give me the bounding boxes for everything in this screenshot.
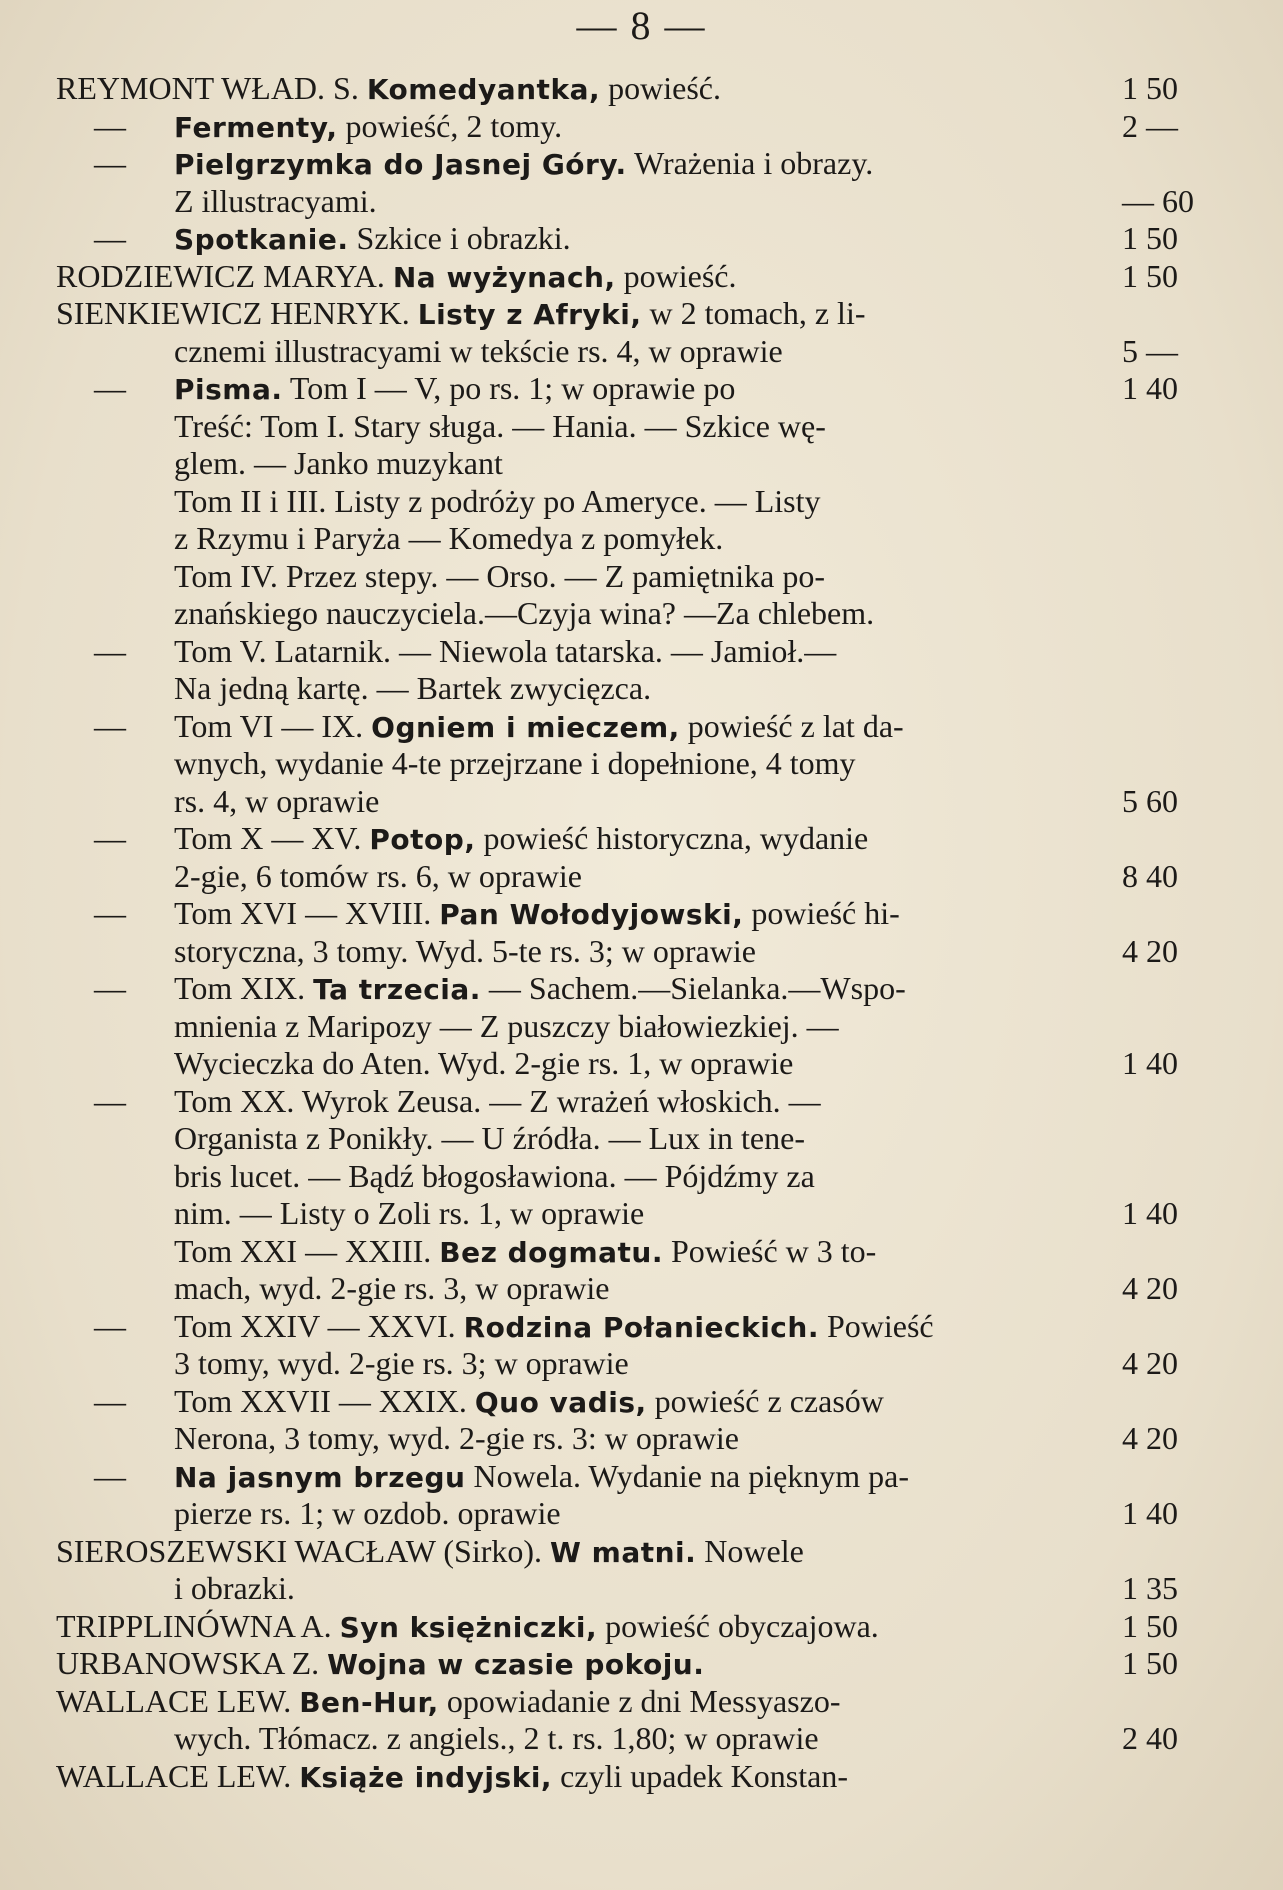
line-segment: RODZIEWICZ MARYA.: [56, 257, 393, 294]
line-text: [174, 1345, 629, 1381]
line-segment: URBANOWSKA Z.: [56, 1645, 328, 1681]
catalog-line: [52, 1420, 1212, 1458]
catalog-line: [52, 1270, 1212, 1308]
price: 1 50: [1122, 220, 1178, 256]
ditto-dash: —: [94, 895, 126, 931]
line-segment: glem. — Janko muzykant: [174, 445, 503, 481]
catalog-line: [52, 895, 1212, 933]
ditto-dash: —: [94, 1382, 126, 1419]
line-segment: Tom IV. Przez stepy. — Orso. — Z pamiętnika po-: [174, 557, 825, 594]
line-text: [56, 295, 865, 331]
book-title: Ben-Hur,: [299, 1685, 439, 1719]
catalog-line: [52, 1533, 1212, 1571]
catalog-line: [52, 933, 1212, 971]
price: 4 20: [1122, 1270, 1178, 1306]
line-text: [56, 1645, 704, 1681]
price: 5 —: [1122, 332, 1178, 369]
book-title: Pielgrzymka do Jasnej Góry.: [174, 148, 627, 181]
catalog-line: [52, 858, 1212, 896]
line-segment: Na jedną kartę. — Bartek zwycięzca.: [174, 670, 652, 706]
catalog-line: [52, 558, 1212, 596]
catalog-line: [52, 1233, 1212, 1271]
book-title: Pisma.: [174, 373, 283, 406]
catalog-line: [52, 445, 1212, 483]
line-segment: Nowele: [696, 1532, 804, 1569]
line-segment: Tom XX. Wyrok Zeusa. — Z wrażeń włoskich. —: [174, 1082, 821, 1119]
catalog-line: [52, 1683, 1212, 1721]
book-title: Na jasnym brzegu: [174, 1460, 466, 1494]
line-text: [174, 595, 874, 631]
line-text: [174, 1458, 909, 1494]
line-text: [56, 1683, 840, 1719]
catalog-line: [52, 1608, 1212, 1646]
line-text: [174, 1083, 821, 1119]
line-text: [56, 1608, 879, 1644]
line-segment: Tom XVI — XVIII.: [174, 895, 440, 931]
line-segment: rs. 4, w oprawie: [174, 782, 380, 819]
catalog-line: [52, 1308, 1212, 1346]
line-segment: powieść z lat da-: [679, 707, 904, 744]
book-title: W matni.: [550, 1535, 697, 1569]
line-segment: Organista z Ponikły. — U źródła. — Lux in tene-: [174, 1120, 805, 1156]
line-segment: Nowela. Wydanie na pięknym pa-: [465, 1457, 910, 1494]
line-text: [174, 783, 379, 819]
catalog-line: [52, 183, 1212, 221]
catalog-line: [52, 1120, 1212, 1158]
line-segment: Powieść: [818, 1307, 934, 1344]
catalog-line: [52, 1345, 1212, 1383]
line-text: [174, 333, 783, 369]
line-segment: Tom XXVII — XXIX.: [174, 1382, 475, 1419]
line-text: [56, 258, 736, 294]
book-listing: [52, 70, 1212, 1795]
catalog-line: [52, 483, 1212, 521]
line-text: [174, 183, 377, 219]
price: 1 35: [1122, 1570, 1178, 1606]
catalog-line: [52, 1383, 1212, 1421]
line-segment: Tom II i III. Listy z podróży po Ameryce. — Listy: [174, 482, 821, 519]
price: 8 40: [1122, 857, 1178, 894]
price: 1 40: [1122, 1045, 1178, 1081]
line-text: [174, 933, 756, 969]
book-title: Ogniem i mieczem,: [371, 710, 680, 744]
line-segment: powieść z czasów: [646, 1382, 884, 1419]
line-text: [174, 858, 582, 894]
line-text: [56, 1533, 804, 1569]
line-segment: WALLACE LEW.: [56, 1682, 300, 1719]
ditto-dash: —: [94, 820, 126, 856]
catalog-line: [52, 145, 1212, 183]
line-text: [174, 408, 826, 444]
book-title: Pan Wołodyjowski,: [439, 898, 744, 931]
line-text: [174, 1383, 884, 1419]
line-segment: Tom XIX.: [174, 970, 314, 1006]
line-text: [174, 445, 503, 481]
line-text: [174, 1008, 839, 1044]
line-segment: storyczna, 3 tomy. Wyd. 5-te rs. 3; w oprawie: [174, 932, 756, 969]
line-text: [174, 1495, 561, 1531]
line-text: [56, 1758, 848, 1794]
book-title: Spotkanie.: [174, 223, 349, 256]
line-segment: Tom V. Latarnik. — Niewola tatarska. — Jamioł.—: [174, 632, 837, 669]
line-segment: Szkice i obrazki.: [348, 220, 571, 256]
line-text: [174, 1045, 793, 1081]
book-title: Książe indyjski,: [299, 1760, 553, 1794]
price: 2 40: [1122, 1720, 1178, 1756]
line-segment: SIENKIEWICZ HENRYK.: [56, 295, 418, 331]
catalog-line: [52, 708, 1212, 746]
price: 5 60: [1122, 782, 1178, 819]
line-text: [174, 820, 868, 856]
line-text: [174, 108, 562, 144]
catalog-line: [52, 1758, 1212, 1796]
line-segment: Tom XXI — XXIII.: [174, 1232, 440, 1269]
line-segment: w 2 tomach, z li-: [641, 295, 866, 331]
catalog-line: [52, 1083, 1212, 1121]
line-text: [174, 1720, 819, 1756]
ditto-dash: —: [94, 632, 126, 669]
price: 4 20: [1122, 1420, 1178, 1456]
line-text: [174, 520, 723, 556]
price: 1 40: [1122, 370, 1178, 406]
line-segment: Treść: Tom I. Stary sługa. — Hania. — Szkice wę-: [174, 407, 826, 444]
price: 1 50: [1122, 1607, 1178, 1644]
price: 2 —: [1122, 107, 1178, 144]
line-segment: czyli upadek Konstan-: [552, 1757, 848, 1794]
price: 1 50: [1122, 257, 1178, 294]
catalog-line: [52, 1570, 1212, 1608]
catalog-line: [52, 670, 1212, 708]
catalog-line: [52, 1045, 1212, 1083]
catalog-line: [52, 70, 1212, 108]
catalog-line: [52, 108, 1212, 146]
catalog-line: [52, 1720, 1212, 1758]
ditto-dash: —: [94, 1082, 126, 1119]
line-segment: znańskiego nauczyciela.—Czyja wina? —Za chlebem.: [174, 595, 875, 631]
line-segment: Wrażenia i obrazy.: [626, 145, 874, 181]
catalog-line: [52, 970, 1212, 1008]
line-segment: mach, wyd. 2-gie rs. 3, w oprawie: [174, 1270, 610, 1306]
line-segment: TRIPPLINÓWNA A.: [56, 1607, 340, 1644]
line-segment: wych. Tłómacz. z angiels., 2 t. rs. 1,80; w oprawie: [174, 1720, 819, 1756]
book-title: Potop,: [369, 823, 476, 856]
line-segment: i obrazki.: [174, 1570, 295, 1606]
catalog-line: [52, 1008, 1212, 1046]
line-segment: cznemi illustracyami w tekście rs. 4, w oprawie: [174, 332, 783, 369]
line-segment: opowiadanie z dni Messyaszo-: [438, 1682, 841, 1719]
line-segment: pierze rs. 1; w ozdob. oprawie: [174, 1495, 561, 1531]
price: 4 20: [1122, 932, 1178, 969]
line-segment: z Rzymu i Paryża — Komedya z pomyłek.: [174, 520, 724, 556]
line-segment: Tom X — XV.: [174, 820, 370, 856]
line-text: [174, 1158, 815, 1194]
catalog-line: [52, 1158, 1212, 1196]
book-title: Fermenty,: [174, 110, 338, 144]
line-text: [174, 1420, 739, 1456]
price: 4 20: [1122, 1345, 1178, 1381]
catalog-line: [52, 370, 1212, 408]
book-title: Komedyantka,: [366, 73, 601, 106]
ditto-dash: —: [94, 220, 126, 256]
line-segment: powieść hi-: [743, 895, 900, 931]
line-segment: powieść.: [615, 257, 737, 294]
line-segment: mnienia z Maripozy — Z puszczy białowiezkiej. —: [174, 1007, 839, 1044]
ditto-dash: —: [94, 370, 126, 406]
line-segment: 3 tomy, wyd. 2-gie rs. 3; w oprawie: [174, 1345, 629, 1381]
catalog-line: [52, 783, 1212, 821]
catalog-line: [52, 1458, 1212, 1496]
line-text: [174, 1270, 609, 1306]
line-text: [174, 1233, 876, 1269]
catalog-line: [52, 745, 1212, 783]
price: 1 50: [1122, 70, 1178, 106]
line-text: [174, 895, 900, 931]
line-text: [174, 708, 904, 744]
line-text: [174, 1308, 934, 1344]
book-title: Rodzina Połanieckich.: [463, 1310, 819, 1344]
line-segment: Wycieczka do Aten. Wyd. 2-gie rs. 1, w oprawie: [174, 1045, 794, 1081]
catalog-line: [52, 1645, 1212, 1683]
line-text: [174, 670, 651, 706]
line-segment: powieść.: [600, 70, 721, 106]
line-text: [174, 483, 821, 519]
line-segment: — Sachem.—Sielanka.—Wspo-: [480, 970, 906, 1006]
catalog-line: [52, 633, 1212, 671]
book-title: Syn księżniczki,: [339, 1610, 598, 1644]
page-number: — 8 —: [576, 3, 707, 48]
line-segment: bris lucet. — Bądź błogosławiona. — Pójdźmy za: [174, 1157, 815, 1194]
line-text: [174, 745, 856, 781]
catalog-line: [52, 595, 1212, 633]
catalog-line: [52, 408, 1212, 446]
catalog-line: [52, 520, 1212, 558]
price: 1 40: [1122, 1195, 1178, 1231]
line-segment: REYMONT WŁAD. S.: [56, 70, 367, 106]
book-title: Ta trzecia.: [313, 973, 481, 1006]
book-title: Bez dogmatu.: [439, 1235, 663, 1269]
line-text: [174, 145, 873, 181]
line-segment: Tom VI — IX.: [174, 707, 372, 744]
line-text: [174, 633, 836, 669]
price: 1 40: [1122, 1495, 1178, 1531]
catalog-line: [52, 1495, 1212, 1533]
catalog-line: [52, 820, 1212, 858]
line-text: [174, 970, 906, 1006]
line-text: [174, 1120, 805, 1156]
line-text: [174, 1195, 644, 1231]
book-title: Wojna w czasie pokoju.: [327, 1648, 705, 1681]
catalog-line: [52, 1195, 1212, 1233]
line-segment: Nerona, 3 tomy, wyd. 2-gie rs. 3: w oprawie: [174, 1420, 739, 1456]
ditto-dash: —: [94, 707, 126, 744]
ditto-dash: —: [94, 1307, 126, 1344]
line-segment: Powieść w 3 to-: [663, 1232, 877, 1269]
ditto-dash: —: [94, 145, 126, 181]
line-segment: nim. — Listy o Zoli rs. 1, w oprawie: [174, 1195, 645, 1231]
line-text: [174, 558, 825, 594]
line-text: [174, 220, 571, 256]
book-title: Na wyżynach,: [392, 260, 616, 294]
ditto-dash: —: [94, 1457, 126, 1494]
line-text: [56, 70, 721, 106]
ditto-dash: —: [94, 107, 126, 144]
catalog-line: [52, 295, 1212, 333]
line-segment: Tom XXIV — XXVI.: [174, 1307, 464, 1344]
catalog-line: [52, 220, 1212, 258]
line-segment: powieść obyczajowa.: [597, 1607, 879, 1644]
line-segment: powieść historyczna, wydanie: [475, 820, 869, 856]
line-segment: wnych, wydanie 4-te przejrzane i dopełnione, 4 tomy: [174, 745, 856, 781]
ditto-dash: —: [94, 970, 126, 1006]
line-segment: 2-gie, 6 tomów rs. 6, w oprawie: [174, 857, 582, 894]
line-segment: WALLACE LEW.: [56, 1757, 300, 1794]
line-segment: Tom I — V, po rs. 1; w oprawie po: [282, 370, 736, 406]
price: 1 50: [1122, 1645, 1178, 1681]
price: — 60: [1122, 182, 1194, 219]
line-text: [174, 1570, 295, 1606]
line-text: [174, 370, 735, 406]
line-segment: powieść, 2 tomy.: [337, 107, 563, 144]
book-title: Listy z Afryki,: [417, 298, 642, 331]
catalog-line: [52, 333, 1212, 371]
book-title: Quo vadis,: [474, 1385, 647, 1419]
catalog-line: [52, 258, 1212, 296]
line-segment: SIEROSZEWSKI WACŁAW (Sirko).: [56, 1532, 551, 1569]
line-segment: Z illustracyami.: [174, 182, 377, 219]
